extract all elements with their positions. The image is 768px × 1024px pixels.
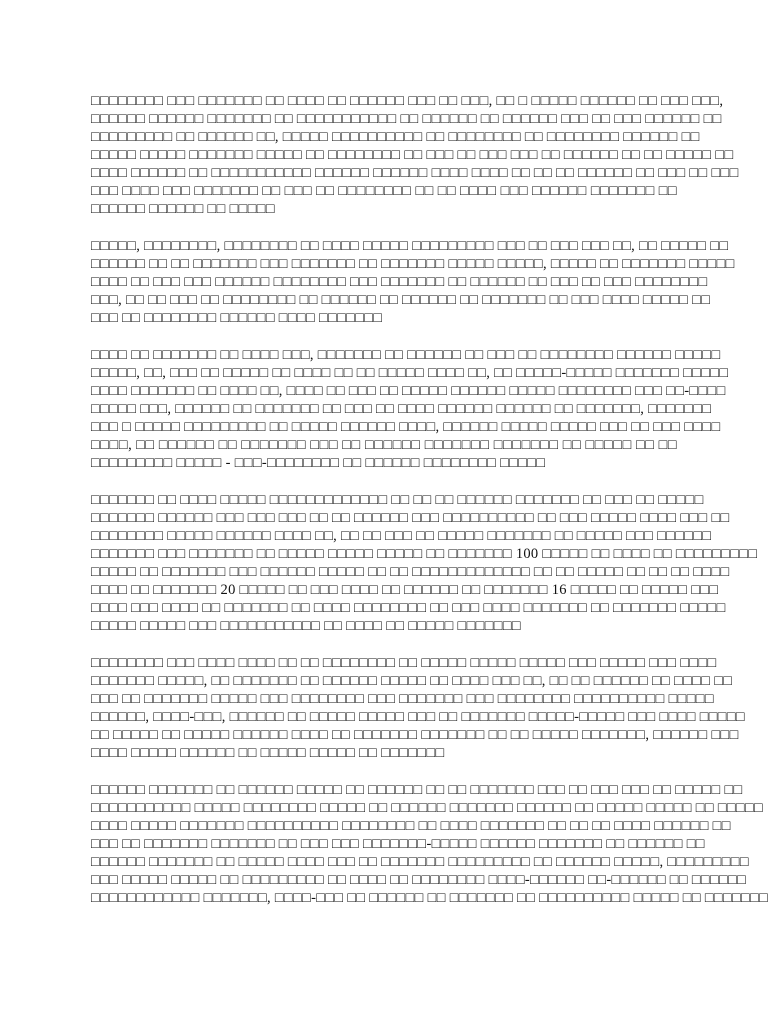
paragraph-4 bbox=[91, 491, 758, 635]
text-line: □□□□□ □□□□□ □□□□□□□ □□□□□ □□ □□□□□□□□ □□ □□□ □□ □□□ □□□ □□ □□□□□□ □□ □□ □□□□□ □□ bbox=[91, 147, 734, 163]
text-line: □□□□□□□□ □□□□□ □□□□□□ □□□□ □□, □□ □□ □□□ □□ □□□□□ □□□□□□□ □□ □□□□□ □□□ □□□□□□ bbox=[91, 528, 712, 544]
text-line: □□□□□□□□□ □□ □□□□□□ □□, □□□□□ □□□□□□□□□□ □□ □□□□□□□□ □□ □□□□□□□□ □□□□□□ □□ bbox=[91, 129, 700, 145]
text-line: □□□, □□ □□ □□□ □□ □□□□□□□□ □□ □□□□□□ □□ □□□□□□ □□ □□□□□□□ □□ □□□ □□□□ □□□□□ □□ bbox=[91, 292, 711, 308]
text-line: □□□□□□ □□□□□□□ □□ □□□□□ □□□□ □□□ □□ □□□□□□□ □□□□□□□□□ □□ □□□□□□ □□□□□, □□□□□□□□□ bbox=[91, 854, 749, 870]
text-line: □□□□□□□□□ □□□□□ - □□□-□□□□□□□□ □□ □□□□□□ □□□□□□□□ □□□□□ bbox=[91, 455, 546, 471]
text-line: □□□□□ □□□, □□□□□□ □□ □□□□□□□ □□ □□□ □□ □□□□ □□□□□□ □□□□□□ □□ □□□□□□□, □□□□□□□ bbox=[91, 401, 712, 417]
paragraph-5 bbox=[91, 654, 745, 762]
text-line: □□□ □□ □□□□□□□ □□□□□ □□□ □□□□□□□□ □□□ □□□□□□□ □□□ □□□□□□□□ □□□□□□□□□□ □□□□□ bbox=[91, 691, 714, 707]
text-line: □□□□□□□□□□□□ □□□□□□□, □□□□-□□□ □□ □□□□□□ □□ □□□□□□□ □□ □□□□□□□□□□ □□□□□ □□ □□□□□□□ bbox=[91, 890, 768, 906]
text-line: □□□□ □□ □□□□□□□ 20 □□□□□ □□ □□□ □□□□ □□ □□□□□□ □□ □□□□□□□ 16 □□□□□ □□ □□□□□ □□□ bbox=[91, 582, 719, 598]
text-line: □□□□□□□ □□□ □□□□□□□ □□ □□□□□ □□□□□ □□□□□ □□ □□□□□□□ 100 □□□□□ □□ □□□□ □□ □□□□□□□□□ bbox=[91, 546, 758, 562]
text-line: □□□□□, □□, □□□ □□ □□□□□ □□ □□□□ □□ □□ □□□□□ □□□□ □□, □□ □□□□□-□□□□□ □□□□□□□ □□□□□ bbox=[91, 365, 729, 381]
text-line: □□□□□□□□ □□□ □□□□□□□ □□ □□□□ □□ □□□□□□ □□□ □□ □□□, □□ □ □□□□□ □□□□□□ □□ □□□ □□□, bbox=[91, 93, 724, 109]
text-line: □□□□□□ □□□□□□ □□□□□□□ □□ □□□□□□□□□□□ □□ □□□□□□ □□ □□□□□□ □□□ □□ □□□ □□□□□□ □□ bbox=[91, 111, 722, 127]
text-line: □□□□□□ □□□□□□ □□ □□□□□ bbox=[91, 201, 275, 217]
text-line: □□□ □ □□□□□ □□□□□□□□□ □□ □□□□□ □□□□□□ □□□□, □□□□□□ □□□□□ □□□□□ □□□ □□ □□□ □□□□ bbox=[91, 419, 721, 435]
text-line: □□□□□□□ □□□□□□ □□□ □□□ □□□ □□ □□ □□□□□□ □□□ □□□□□□□□□□ □□ □□□ □□□□□ □□□□ □□□ □□ bbox=[91, 510, 730, 526]
text-line: □□□□□□, □□□□-□□□, □□□□□□ □□ □□□□□ □□□□□ □□□ □□ □□□□□□□ □□□□□-□□□□□ □□□ □□□□ □□□□□ bbox=[91, 709, 745, 725]
text-line: □□□□ □□□□□□□ □□ □□□□ □□, □□□□ □□ □□□ □□ □□□□□ □□□□□□ □□□□□ □□□□□□□□ □□□ □□-□□□□ bbox=[91, 383, 726, 399]
text-line: □□□□□ □□ □□□□□□□ □□□ □□□□□□ □□□□□ □□ □□ □□□□□□□□□□□□□ □□ □□ □□□□□ □□ □□ □□ □□□□ bbox=[91, 564, 730, 580]
text-line: □□□□, □□ □□□□□□ □□ □□□□□□□ □□□ □□ □□□□□□ □□□□□□□ □□□□□□□ □□ □□□□□ □□ □□ bbox=[91, 437, 677, 453]
text-line: □□□□□□ □□□□□□□ □□ □□□□□□ □□□□□ □□ □□□□□□ □□ □□ □□□□□□□ □□□ □□ □□□ □□□ □□ □□□□□ □□ bbox=[91, 782, 743, 798]
text-line: □□□ □□□□□ □□□□□ □□ □□□□□□□□□ □□ □□□□ □□ □□□□□□□□ □□□□-□□□□□□ □□-□□□□□□ □□ □□□□□□ bbox=[91, 872, 747, 888]
paragraph-6 bbox=[91, 781, 768, 907]
text-line: □□□□□□□□□□□ □□□□□ □□□□□□□□ □□□□□ □□ □□□□□□ □□□□□□□ □□□□□□ □□ □□□□□ □□□□□ □□ □□□□□ bbox=[91, 800, 764, 816]
text-line: □□□□□□□ □□□□□, □□ □□□□□□□ □□ □□□□□□ □□□□□ □□ □□□□ □□□ □□, □□ □□ □□□□□□ □□ □□□□ □□ bbox=[91, 673, 733, 689]
paragraph-3 bbox=[91, 346, 729, 472]
text-line: □□□□□□□ □□ □□□□ □□□□□ □□□□□□□□□□□□□ □□ □□ □□ □□□□□□ □□□□□□□ □□ □□□ □□ □□□□□ bbox=[91, 492, 704, 508]
text-line: □□□□ □□ □□□□□□□ □□ □□□□ □□□, □□□□□□□ □□ □□□□□□ □□ □□□ □□ □□□□□□□□ □□□□□□ □□□□□ bbox=[91, 347, 721, 363]
text-line: □□ □□□□□ □□ □□□□□ □□□□□□ □□□□ □□ □□□□□□□ □□□□□□□ □□ □□ □□□□□ □□□□□□□, □□□□□□ □□□ bbox=[91, 727, 739, 743]
text-line: □□□□ □□□□□ □□□□□□ □□ □□□□□ □□□□□ □□ □□□□□□□ bbox=[91, 745, 445, 761]
text-line: □□□□ □□ □□□ □□□ □□□□□□ □□□□□□□□ □□□ □□□□□□□ □□ □□□□□□ □□ □□□ □□ □□□ □□□□□□□□ bbox=[91, 274, 708, 290]
text-line: □□□□ □□□□□□ □□ □□□□□□□□□□□ □□□□□□ □□□□□□ □□□□ □□□□ □□ □□ □□ □□□□□□ □□ □□□ □□ □□□ bbox=[91, 165, 739, 181]
text-line: □□□□ □□□□□ □□□□□□□ □□□□□□□□□□ □□□□□□□□ □□ □□□□ □□□□□□□ □□ □□ □□ □□□□ □□□□□□ □□ bbox=[91, 818, 731, 834]
paragraph-2 bbox=[91, 237, 735, 327]
text-line: □□□□□ □□□□□ □□□ □□□□□□□□□□□ □□ □□□□ □□ □□□□□ □□□□□□□ bbox=[91, 618, 521, 634]
text-line: □□□ □□ □□□□□□□ □□□□□□□ □□ □□□ □□□ □□□□□□□-□□□□□ □□□□□□ □□□□□□□ □□ □□□□□□ □□ bbox=[91, 836, 705, 852]
text-line: □□□□□□ □□ □□ □□□□□□□ □□□ □□□□□□□ □□ □□□□□□□ □□□□□ □□□□□, □□□□□ □□ □□□□□□□ □□□□□ bbox=[91, 256, 735, 272]
text-line: □□□□□, □□□□□□□□, □□□□□□□□ □□ □□□□ □□□□□ □□□□□□□□□ □□□ □□ □□□ □□□ □□, □□ □□□□□ □□ bbox=[91, 238, 729, 254]
text-line: □□□ □□□□ □□□ □□□□□□□ □□ □□□ □□ □□□□□□□□ □□ □□ □□□□ □□□ □□□□□□ □□□□□□□ □□ bbox=[91, 183, 677, 199]
text-line: □□□ □□ □□□□□□□□ □□□□□□ □□□□ □□□□□□□ bbox=[91, 310, 383, 326]
document-body bbox=[91, 92, 768, 926]
text-line: □□□□□□□□ □□□ □□□□ □□□□ □□ □□ □□□□□□□□ □□ □□□□□ □□□□□ □□□□□ □□□ □□□□□ □□□ □□□□ bbox=[91, 655, 717, 671]
text-line: □□□□ □□□ □□□□ □□ □□□□□□□ □□ □□□□ □□□□□□□□ □□ □□□ □□□□ □□□□□□□ □□ □□□□□□□ □□□□□ bbox=[91, 600, 726, 616]
paragraph-1 bbox=[91, 92, 739, 218]
